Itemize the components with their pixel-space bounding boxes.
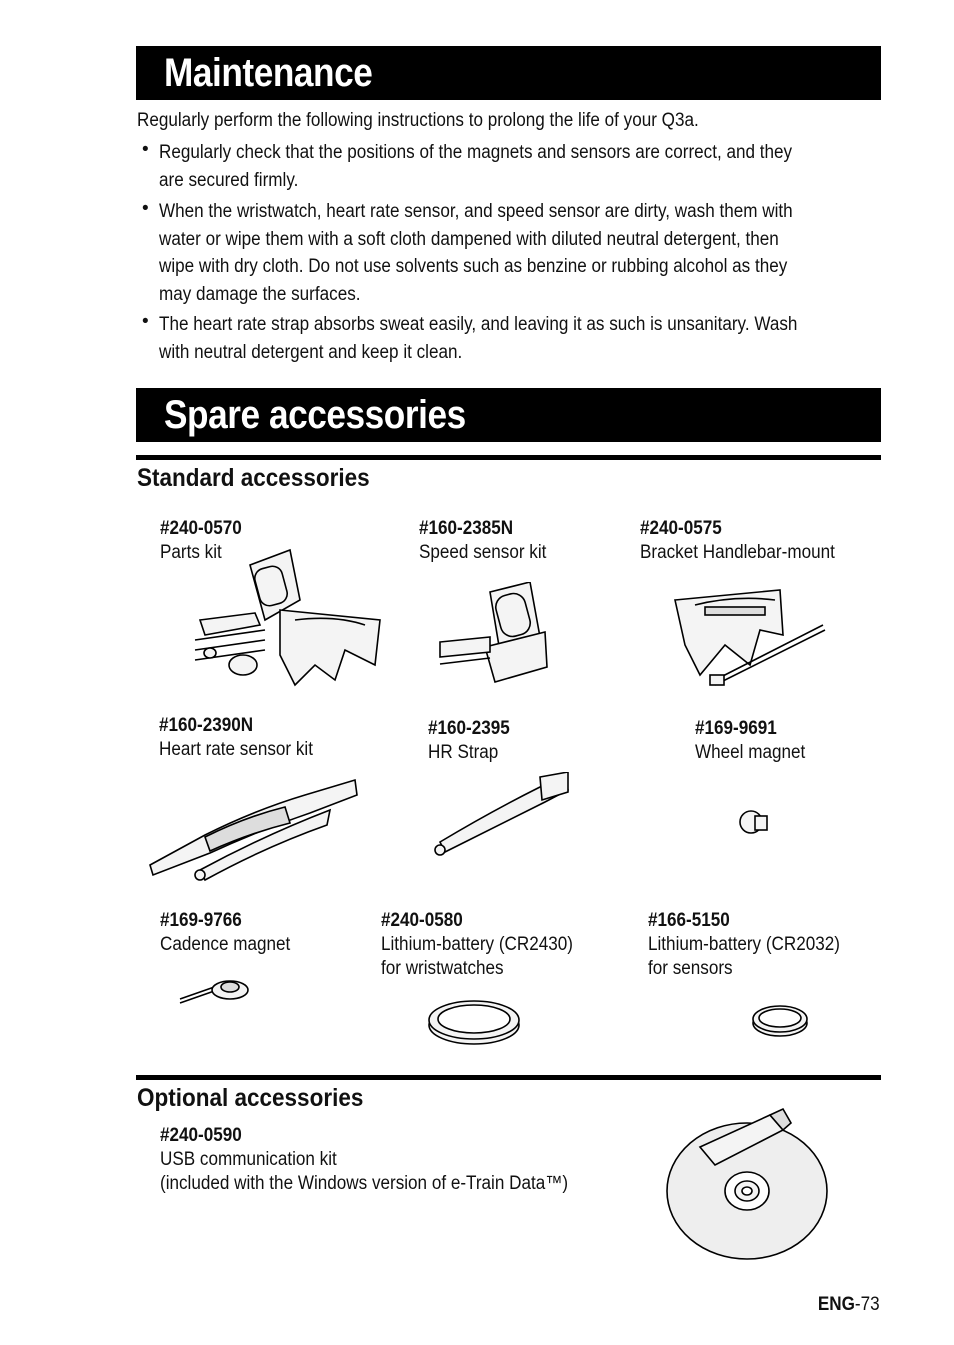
accessory-battery-cr2032 xyxy=(648,909,861,981)
accessory-code: #160-2385N xyxy=(419,518,514,539)
bracket-illustration xyxy=(665,575,830,695)
accessory-code: #240-0580 xyxy=(381,910,463,931)
accessory-battery-cr2430 xyxy=(381,909,594,981)
accessory-code: #160-2395 xyxy=(428,718,510,739)
accessory-name-2: (included with the Windows version of e-Train Data™) xyxy=(160,1173,569,1194)
accessory-speed-sensor-kit xyxy=(419,517,561,565)
accessory-name: Lithium-battery (CR2430) xyxy=(381,934,573,955)
optional-divider xyxy=(136,1075,881,1080)
accessory-code: #169-9691 xyxy=(695,718,777,739)
accessory-code: #240-0590 xyxy=(160,1125,242,1146)
accessory-name-2: for wristwatches xyxy=(381,958,504,979)
accessory-name: Cadence magnet xyxy=(160,934,291,955)
accessory-bracket xyxy=(640,517,857,565)
heart-rate-sensor-illustration xyxy=(145,775,360,890)
spare-accessories-title: Spare accessories xyxy=(164,393,466,437)
maintenance-title: Maintenance xyxy=(164,51,373,95)
spare-accessories-title-band xyxy=(136,388,881,442)
accessory-name-2: for sensors xyxy=(648,958,733,979)
accessory-name: Bracket Handlebar-mount xyxy=(640,542,835,563)
accessory-name: Speed sensor kit xyxy=(419,542,547,563)
hr-strap-illustration xyxy=(430,772,570,860)
accessory-name: USB communication kit xyxy=(160,1149,337,1170)
standard-accessories-heading: Standard accessories xyxy=(137,464,370,492)
accessory-heart-rate-sensor-kit xyxy=(159,714,330,762)
page-number: ENG-73 xyxy=(818,1294,880,1315)
speed-sensor-illustration xyxy=(435,582,555,687)
maintenance-bullet-3: The heart rate strap absorbs sweat easily, and leaving it as such is unsanitary. Wash with neutral detergent and keep it clean. xyxy=(159,314,798,363)
accessory-name: Parts kit xyxy=(160,542,222,563)
accessory-name: Lithium-battery (CR2032) xyxy=(648,934,840,955)
accessory-hr-strap xyxy=(428,717,519,765)
accessory-name: Wheel magnet xyxy=(695,742,806,763)
maintenance-bullet-2: When the wristwatch, heart rate sensor, and speed sensor are dirty, wash them with water or wipe them with a soft cloth dampened with diluted neutral detergent, then wipe with dry cloth. Do not use solvents such as benzine or rubbing alcohol as they may damage the surfaces. xyxy=(159,201,793,305)
maintenance-title-band xyxy=(136,46,881,100)
usb-kit-illustration xyxy=(665,1105,833,1263)
accessory-code: #169-9766 xyxy=(160,910,242,931)
standard-divider xyxy=(136,455,881,460)
accessory-wheel-magnet xyxy=(695,717,818,765)
accessory-usb-kit xyxy=(160,1124,613,1196)
cadence-magnet-illustration xyxy=(175,975,265,1010)
bullet-3: • xyxy=(142,311,149,332)
optional-accessories-heading: Optional accessories xyxy=(137,1084,364,1112)
accessory-code: #240-0570 xyxy=(160,518,242,539)
accessory-code: #240-0575 xyxy=(640,518,722,539)
bullet-1: • xyxy=(142,139,149,160)
bullet-2: • xyxy=(142,198,149,219)
parts-kit-illustration xyxy=(185,545,385,700)
accessory-name: HR Strap xyxy=(428,742,499,763)
maintenance-intro: Regularly perform the following instructions to prolong the life of your Q3a. xyxy=(137,110,699,131)
cr2032-battery-illustration xyxy=(750,1000,810,1040)
accessory-code: #166-5150 xyxy=(648,910,730,931)
maintenance-bullet-1: Regularly check that the positions of the magnets and sensors are correct, and they are secured firmly. xyxy=(159,142,793,191)
accessory-name: Heart rate sensor kit xyxy=(159,739,313,760)
wheel-magnet-illustration xyxy=(737,808,771,836)
cr2430-battery-illustration xyxy=(425,995,523,1047)
accessory-cadence-magnet xyxy=(160,909,305,957)
accessory-code: #160-2390N xyxy=(159,715,254,736)
